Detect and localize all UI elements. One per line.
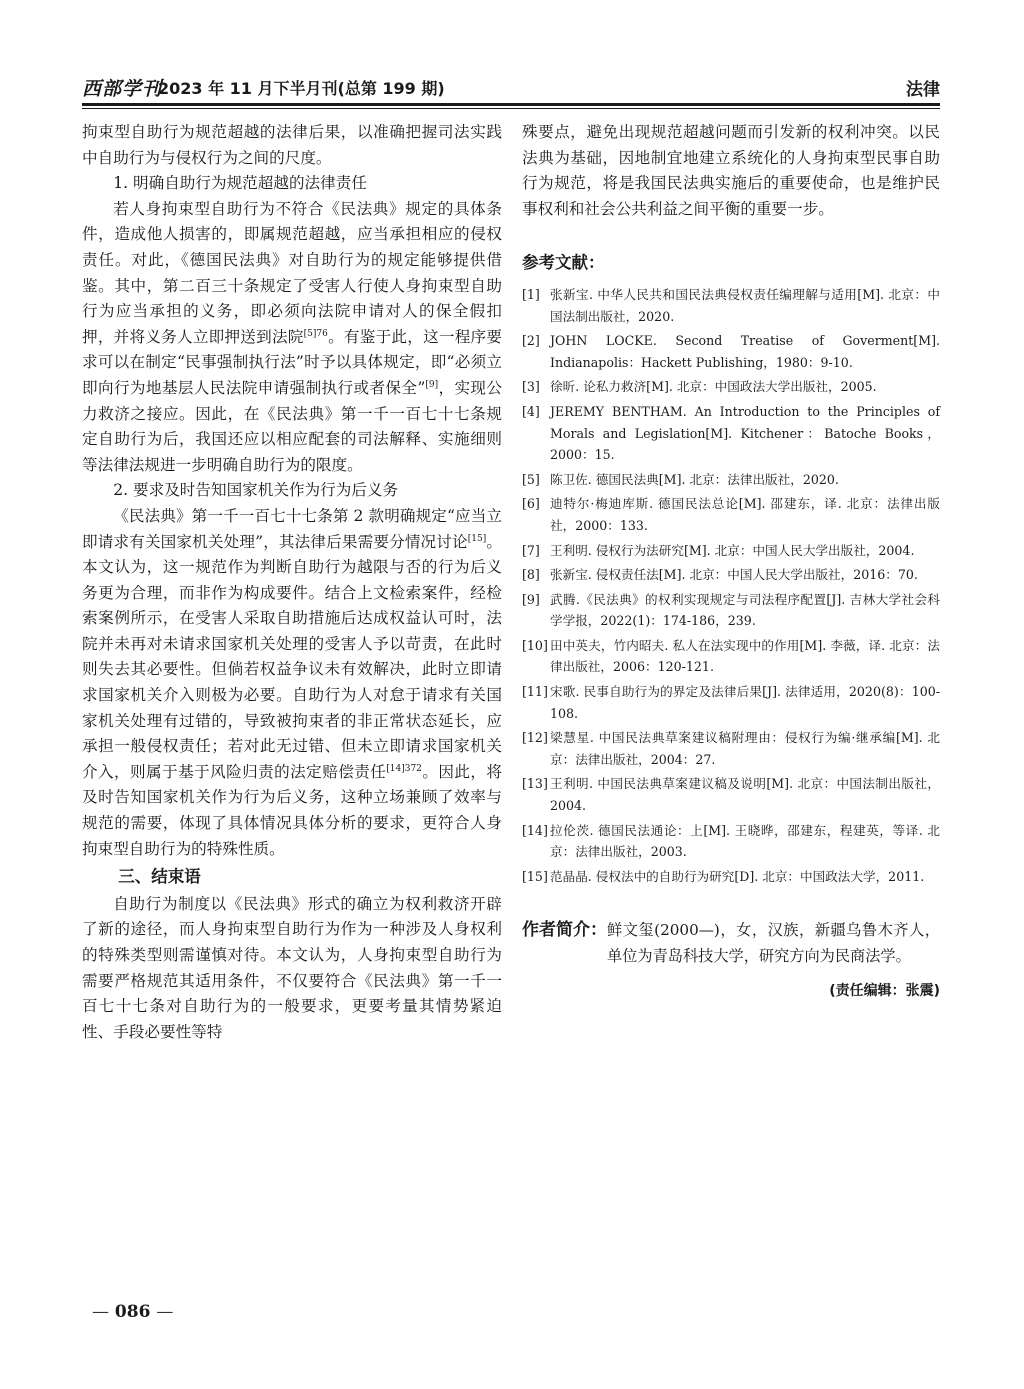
author-text: 鲜文玺(2000—)，女，汉族，新疆乌鲁木齐人，单位为青岛科技大学，研究方向为民商法学。 bbox=[607, 921, 940, 966]
section-heading: 三、结束语 bbox=[118, 867, 201, 887]
subheading: 2. 要求及时告知国家机关作为行为后义务 bbox=[113, 481, 399, 500]
reference-number: [1] bbox=[522, 286, 540, 302]
reference-text: 张新宝. 侵权责任法[M]. 北京：中国人民大学出版社，2016：70. bbox=[550, 567, 918, 583]
text-run: 《民法典》第一千一百七十七条第 2 款明确规定“应当立即请求有关国家机关处理”，其法律后果需要分情况讨论 bbox=[82, 506, 502, 551]
footer-dash: — bbox=[156, 1302, 174, 1322]
issue-info: 2023 年 11 月下半月刊(总第 199 期) bbox=[158, 79, 445, 98]
reference-text: 武腾.《民法典》的权利实现规定与司法程序配置[J]. 吉林大学社会科学学报，2022(1)：174-186，239. bbox=[550, 591, 940, 629]
reference-number: [2] bbox=[522, 333, 540, 349]
reference-number: [9] bbox=[522, 591, 540, 607]
reference-text: 范晶晶. 侵权法中的自助行为研究[D]. 北京：中国政法大学，2011. bbox=[550, 868, 925, 884]
editor-note: (责任编辑：张震) bbox=[829, 983, 940, 1000]
paragraph bbox=[82, 504, 502, 862]
reference-number: [7] bbox=[522, 542, 540, 558]
paragraph: 殊要点，避免出现规范超越问题而引发新的权利冲突。以民法典为基础，因地制宜地建立系统化的人身拘束型民事自助行为规范，将是我国民法典实施后的重要使命，也是维护民事权利和社会公共利益之间平衡的重要一步。 bbox=[522, 123, 940, 218]
reference-number: [4] bbox=[522, 403, 540, 419]
reference-number: [8] bbox=[522, 567, 540, 583]
reference-item bbox=[522, 681, 940, 724]
paragraph: 拘束型自助行为规范超越的法律后果，以准确把握司法实践中自助行为与侵权行为之间的尺度。 bbox=[82, 123, 502, 167]
reference-text: JOHN LOCKE. Second Treatise of Goverment[M]. Indianapolis：Hackett Publishing，1980：9-10. bbox=[550, 333, 940, 370]
text-run: ，实现公力救济之接应。因此，在《民法典》第一千一百七十七条规定自助行为后，我国还应以相应配套的司法解释、实施细则等法律法规进一步明确自助行为的限度。 bbox=[82, 378, 502, 474]
reference-item bbox=[522, 401, 940, 466]
reference-text: JEREMY BENTHAM. An Introduction to the Principles of Morals and Legislation[M]. Kitchener：Batoche Books，2000：15. bbox=[550, 403, 940, 463]
reference-item bbox=[522, 493, 940, 536]
reference-number: [5] bbox=[522, 471, 540, 487]
reference-text: 田中英夫，竹内昭夫. 私人在法实现中的作用[M]. 李薇，译. 北京：法律出版社，2006：120-121. bbox=[550, 637, 940, 675]
reference-number: [11] bbox=[522, 684, 548, 700]
references-list bbox=[522, 284, 940, 887]
reference-number: [10] bbox=[522, 637, 548, 653]
text-run: 若人身拘束型自助行为不符合《民法典》规定的具体条件，造成他人损害的，即属规范超越，应当承担相应的侵权责任。对此，《德国民法典》对自助行为的规定能够提供借鉴。其中，第二百三十条规定了受害人行使人身拘束型自助行为应当承担的义务，即必须向法院申请对人的保全假扣押，并将义务人立即押送到法院 bbox=[82, 199, 502, 346]
footer-dash: — bbox=[92, 1302, 109, 1322]
reference-item bbox=[522, 469, 940, 491]
text-run: 。本文认为，这一规范作为判断自助行为越限与否的行为后义务更为合理，而非作为构成要件。结合上文检索案件，经检索案例所示，在受害人采取自助措施后达成权益认可时，法院并未再对未请求国家机关处理的受害人予以苛责，在此时则失去其必要性。但倘若权益争议未有效解决，此时立即请求国家机关介入则极为必要。自助行为人对怠于请求有关国家机关处理有过错的，导致被拘束者的非正常状态延长，应承担一般侵权责任；若对此无过错、但未立即请求国家机关介入，则属于基于风险归责的法定赔偿责任 bbox=[82, 532, 502, 781]
section-name: 法律 bbox=[906, 80, 940, 100]
reference-item bbox=[522, 540, 940, 562]
page-header bbox=[82, 72, 940, 102]
reference-text: 王利明. 侵权行为法研究[M]. 北京：中国人民大学出版社，2004. bbox=[550, 542, 915, 558]
journal-logo: 西部学刊 bbox=[82, 78, 163, 100]
reference-number: [12] bbox=[522, 730, 548, 746]
reference-item bbox=[522, 820, 940, 863]
reference-item bbox=[522, 866, 940, 888]
text-run: 。因此，将及时告知国家机关作为行为后义务，这种立场兼顾了效率与规范的需要，体现了具体情况具体分析的要求，更符合人身拘束型自助行为的特殊性质。 bbox=[82, 762, 502, 858]
reference-text: 宋歌. 民事自助行为的界定及法律后果[J]. 法律适用，2020(8)：100-108. bbox=[550, 684, 940, 721]
reference-item bbox=[522, 564, 940, 586]
reference-text: 徐昕. 论私力救济[M]. 北京：中国政法大学出版社，2005. bbox=[550, 379, 877, 395]
page-footer bbox=[92, 1302, 173, 1322]
reference-text: 张新宝. 中华人民共和国民法典侵权责任编理解与适用[M]. 北京：中国法制出版社，2020. bbox=[550, 286, 940, 324]
left-column bbox=[82, 120, 502, 1045]
reference-item bbox=[522, 773, 940, 816]
reference-item bbox=[522, 376, 940, 398]
author-bio bbox=[522, 917, 940, 969]
page-number: 086 bbox=[114, 1302, 151, 1322]
reference-number: [13] bbox=[522, 776, 548, 792]
references-title: 参考文献： bbox=[522, 253, 605, 273]
right-column bbox=[522, 120, 940, 1005]
reference-number: [6] bbox=[522, 496, 540, 512]
reference-item bbox=[522, 727, 940, 770]
reference-text: 迪特尔·梅迪库斯. 德国民法总论[M]. 邵建东，译. 北京：法律出版社，2000：133. bbox=[550, 496, 940, 533]
reference-item bbox=[522, 330, 940, 373]
reference-number: [14] bbox=[522, 822, 548, 838]
reference-text: 王利明. 中国民法典草案建议稿及说明[M]. 北京：中国法制出版社，2004. bbox=[550, 776, 940, 814]
paragraph bbox=[82, 197, 502, 479]
citation: [9] bbox=[425, 379, 439, 390]
reference-text: 拉伦茨. 德国民法通论：上[M]. 王晓晔，邵建东，程建英，等译. 北京：法律出版社，2003. bbox=[550, 822, 940, 860]
header-rule-thick bbox=[82, 103, 940, 106]
text-run: 。有鉴于此，这一程序要求可以在制定“民事强制执行法”时予以具体规定，即“必须立即向行为地基层人民法院申请强制执行或者保全” bbox=[82, 327, 502, 397]
reference-number: [3] bbox=[522, 379, 540, 395]
paragraph: 自助行为制度以《民法典》形式的确立为权利救济开辟了新的途径，而人身拘束型自助行为作为一种涉及人身权利的特殊类型则需谨慎对待。本文认为，人身拘束型自助行为需要严格规范其适用条件，不仅要符合《民法典》第一千一百七十七条对自助行为的一般要求，更要考量其情势紧迫性、手段必要性等特 bbox=[82, 894, 502, 1041]
citation: [5]76 bbox=[303, 328, 328, 339]
citation: [15] bbox=[467, 533, 487, 544]
reference-number: [15] bbox=[522, 868, 548, 884]
reference-text: 陈卫佐. 德国民法典[M]. 北京：法律出版社，2020. bbox=[550, 471, 839, 487]
author-label: 作者简介： bbox=[522, 920, 607, 941]
subheading: 1. 明确自助行为规范超越的法律责任 bbox=[113, 174, 367, 193]
citation: [14]372 bbox=[386, 763, 422, 774]
reference-item bbox=[522, 589, 940, 632]
header-rule-thin bbox=[82, 108, 940, 109]
reference-text: 梁慧星. 中国民法典草案建议稿附理由：侵权行为编·继承编[M]. 北京：法律出版社，2004：27. bbox=[550, 730, 940, 767]
reference-item bbox=[522, 284, 940, 327]
reference-item bbox=[522, 635, 940, 678]
